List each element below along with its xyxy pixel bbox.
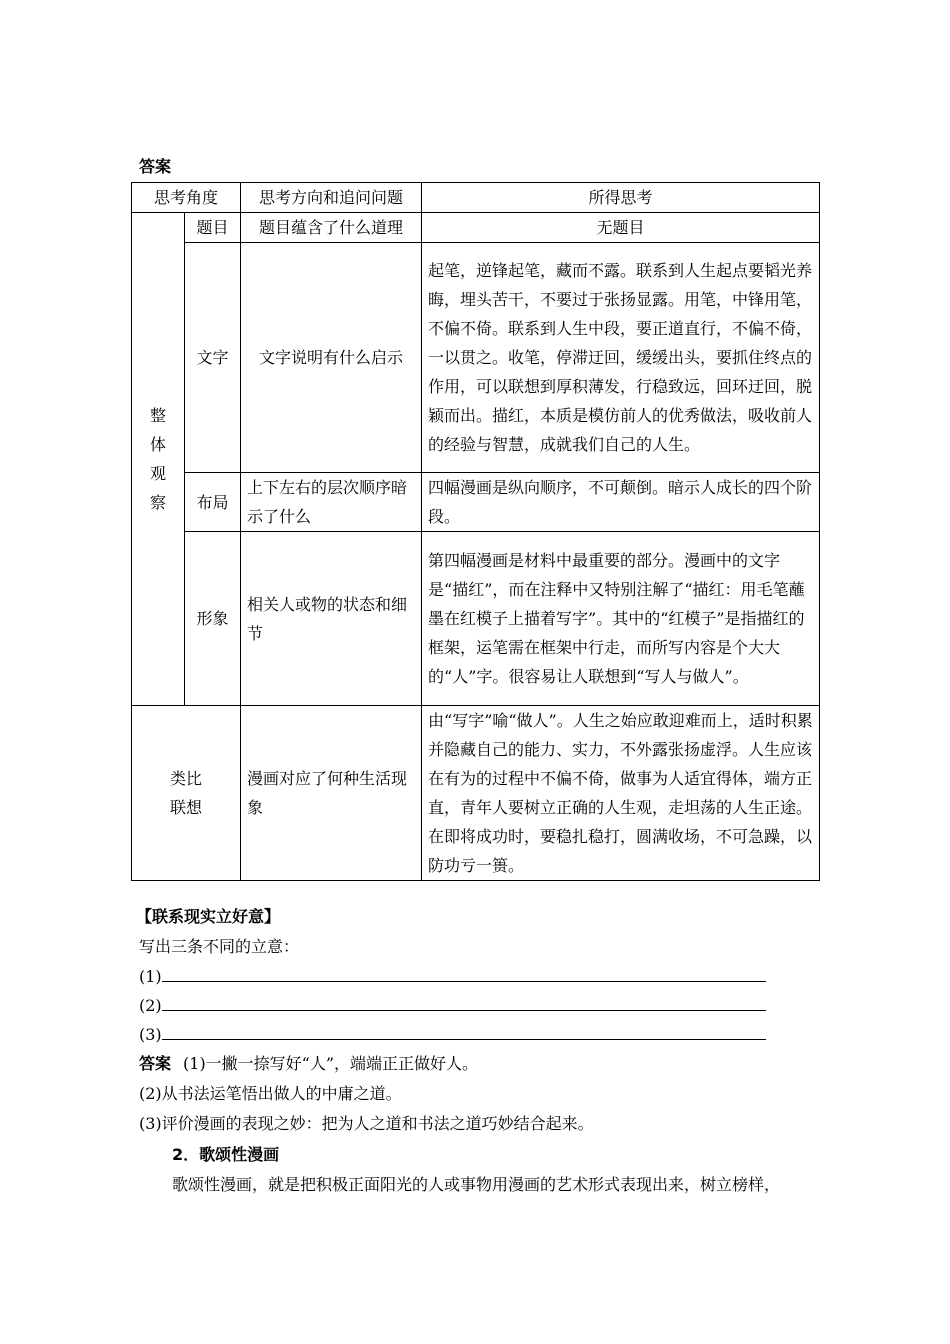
answer-line-3: (3)评价漫画的表现之妙：把为人之道和书法之道巧妙结合起来。	[139, 1114, 594, 1133]
table-row	[132, 473, 820, 532]
section-title: 【联系现实立好意】	[136, 907, 281, 926]
row-angle: 布局	[185, 473, 241, 532]
table-header-row	[132, 183, 820, 213]
row-thought: 无题目	[422, 213, 820, 243]
answer-underline	[162, 963, 766, 982]
subsection-text: 歌颂性漫画，就是把积极正面阳光的人或事物用漫画的艺术形式表现出来，树立榜样，	[172, 1175, 781, 1194]
analysis-table	[131, 182, 820, 881]
group-overall-observation	[132, 213, 185, 706]
row-thought: 起笔，逆锋起笔，藏而不露。联系到人生起点要韬光养晦，埋头苦干，不要过于张扬显露。用笔，中锋用笔，不偏不倚。联系到人生中段，要正道直行，不偏不倚，一以贯之。收笔，停滞迂回，缓缓出头，要抓住终点的作用，可以联想到厚积薄发，行稳致远，回环迂回，脱颖而出。描红，本质是模仿前人的优秀做法，吸收前人的经验与智慧，成就我们自己的人生。	[422, 243, 820, 473]
blank-line-3	[139, 1021, 766, 1047]
blank-line-1	[139, 963, 766, 989]
header-angle: 思考角度	[132, 183, 241, 213]
group-label: 整体观察	[150, 406, 167, 512]
answer-underline	[162, 992, 766, 1011]
table-row	[132, 243, 820, 473]
row-thought: 四幅漫画是纵向顺序，不可颠倒。暗示人成长的四个阶段。	[422, 473, 820, 532]
answer-label: 答案	[139, 157, 172, 176]
subsection-title: 2．歌颂性漫画	[172, 1145, 280, 1164]
row-angle: 形象	[185, 532, 241, 706]
blank-number: (1)	[139, 967, 162, 986]
header-thought: 所得思考	[422, 183, 820, 213]
header-question: 思考方向和追问问题	[241, 183, 422, 213]
row-angle: 文字	[185, 243, 241, 473]
blank-number: (2)	[139, 996, 162, 1015]
table-row	[132, 213, 820, 243]
analogy-label: 类比联想	[169, 769, 202, 817]
row-question: 漫画对应了何种生活现象	[241, 706, 422, 881]
blank-number: (3)	[139, 1025, 162, 1044]
table-row	[132, 532, 820, 706]
blank-line-2	[139, 992, 766, 1018]
row-analogy-angle	[132, 706, 241, 881]
row-angle: 题目	[185, 213, 241, 243]
answer-label-inline: 答案	[139, 1054, 172, 1073]
answer-underline	[162, 1021, 766, 1040]
table-row	[132, 706, 820, 881]
row-question: 题目蕴含了什么道理	[241, 213, 422, 243]
instruction: 写出三条不同的立意：	[139, 937, 300, 956]
row-thought: 由“写字”喻“做人”。人生之始应敢迎难而上，适时积累并隐藏自己的能力、实力，不外露张扬虚浮。人生应该在有为的过程中不偏不倚，做事为人适宜得体，端方正直，青年人要树立正确的人生观，走坦荡的人生正途。在即将成功时，要稳扎稳打，圆满收场，不可急躁，以防功亏一篑。	[422, 706, 820, 881]
answer-text: (1)一撇一捺写好“人”，端端正正做好人。	[183, 1054, 479, 1073]
answer-line-2: (2)从书法运笔悟出做人的中庸之道。	[139, 1084, 402, 1103]
answer-line-1	[139, 1049, 478, 1078]
row-question: 上下左右的层次顺序暗示了什么	[241, 473, 422, 532]
row-question: 相关人或物的状态和细节	[241, 532, 422, 706]
row-question: 文字说明有什么启示	[241, 243, 422, 473]
row-thought: 第四幅漫画是材料中最重要的部分。漫画中的文字是“描红”，而在注释中又特别注解了“描红：用毛笔蘸墨在红模子上描着写字”。其中的“红模子”是指描红的框架，运笔需在框架中行走，而所写内容是个大大的“人”字。很容易让人联想到“写人与做人”。	[422, 532, 820, 706]
